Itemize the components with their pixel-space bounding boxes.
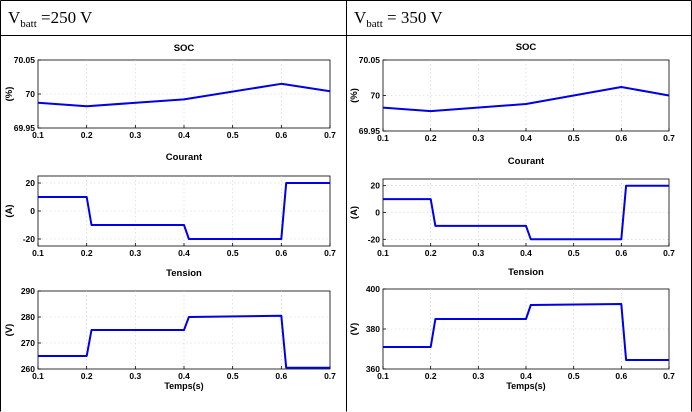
y-tick-label: 70.05 [13, 55, 35, 65]
x-tick-label: 0.2 [424, 371, 437, 381]
x-axis-label: Temps(s) [164, 381, 204, 391]
chart-title: Courant [507, 156, 545, 167]
x-tick-label: 0.7 [324, 248, 336, 258]
y-axis-label: (%) [349, 88, 360, 103]
x-tick-label: 0.2 [80, 130, 93, 140]
y-axis-label: (%) [4, 86, 15, 102]
x-tick-label: 0.3 [472, 371, 485, 381]
x-tick-label: 0.4 [178, 130, 190, 140]
y-tick-label: -20 [22, 234, 35, 244]
y-tick-label: 380 [365, 324, 380, 334]
x-tick-label: 0.5 [567, 133, 580, 143]
chart-right-tension [349, 267, 675, 391]
x-tick-label: 0.1 [32, 130, 44, 140]
chart-title: Tension [508, 267, 544, 278]
x-tick-label: 0.2 [80, 248, 93, 258]
x-tick-label: 0.5 [567, 248, 580, 258]
y-tick-label: 70 [25, 89, 35, 99]
x-tick-label: 0.4 [178, 248, 190, 258]
x-tick-label: 0.2 [424, 248, 437, 258]
y-tick-label: 400 [365, 284, 380, 294]
chart-title: SOC [173, 43, 195, 54]
chart-title: SOC [515, 42, 537, 53]
chart-title: Courant [165, 152, 203, 163]
x-tick-label: 0.5 [226, 371, 239, 381]
x-tick-label: 0.6 [275, 371, 288, 381]
y-tick-label: 360 [365, 364, 380, 374]
x-tick-label: 0.1 [32, 371, 44, 381]
x-tick-label: 0.6 [615, 248, 628, 258]
y-axis-label: (A) [349, 205, 360, 220]
chart-left-courant [4, 152, 336, 258]
chart-left-tension [4, 268, 336, 391]
x-tick-label: 0.3 [472, 248, 485, 258]
x-tick-label: 0.4 [520, 248, 532, 258]
x-tick-label: 0.4 [520, 133, 532, 143]
y-tick-label: 0 [375, 207, 380, 218]
x-tick-label: 0.3 [129, 371, 142, 381]
x-tick-label: 0.2 [424, 133, 437, 143]
y-tick-label: 260 [20, 364, 35, 374]
y-tick-label: 69.95 [13, 123, 35, 133]
y-tick-label: 280 [20, 312, 35, 322]
chart-title: Tension [166, 268, 202, 279]
x-tick-label: 0.1 [377, 371, 389, 381]
x-tick-label: 0.7 [663, 248, 675, 258]
y-tick-label: 70.05 [358, 55, 380, 65]
x-tick-label: 0.7 [663, 371, 675, 381]
y-tick-label: 20 [370, 180, 380, 191]
x-tick-label: 0.5 [567, 371, 580, 381]
header-right-caption: $V_{batt} = 350$ V [354, 8, 443, 30]
y-tick-label: 69.95 [358, 126, 380, 136]
charts-layer [4, 42, 675, 391]
x-tick-label: 0.1 [377, 133, 389, 143]
x-tick-label: 0.7 [324, 371, 336, 381]
chart-right-soc [349, 42, 675, 143]
x-tick-label: 0.4 [178, 371, 190, 381]
x-tick-label: 0.7 [663, 133, 675, 143]
x-tick-label: 0.6 [615, 133, 628, 143]
y-axis-label: (V) [349, 322, 360, 336]
x-tick-label: 0.1 [377, 248, 389, 258]
y-axis-label: (A) [4, 204, 15, 218]
x-tick-label: 0.6 [275, 130, 288, 140]
x-tick-label: 0.3 [472, 133, 485, 143]
x-tick-label: 0.6 [615, 371, 628, 381]
x-tick-label: 0.6 [275, 248, 288, 258]
x-tick-label: 0.2 [80, 371, 93, 381]
y-tick-label: 290 [20, 286, 35, 296]
x-axis-label: Temps(s) [506, 381, 546, 391]
x-tick-label: 0.3 [129, 130, 142, 140]
x-tick-label: 0.1 [32, 248, 44, 258]
header-left-caption: $V_{batt} =250$ V [8, 8, 93, 30]
x-tick-label: 0.3 [129, 248, 142, 258]
chart-right-courant [349, 156, 675, 258]
y-tick-label: 270 [20, 338, 35, 348]
x-tick-label: 0.5 [226, 248, 239, 258]
chart-left-soc [4, 43, 336, 140]
y-axis-label: (V) [4, 323, 15, 337]
y-tick-label: 70 [370, 90, 380, 101]
x-tick-label: 0.4 [520, 371, 532, 381]
y-tick-label: -20 [367, 234, 380, 245]
y-tick-label: 20 [25, 178, 35, 188]
x-tick-label: 0.5 [226, 130, 239, 140]
y-tick-label: 0 [30, 206, 35, 216]
x-tick-label: 0.7 [324, 130, 336, 140]
